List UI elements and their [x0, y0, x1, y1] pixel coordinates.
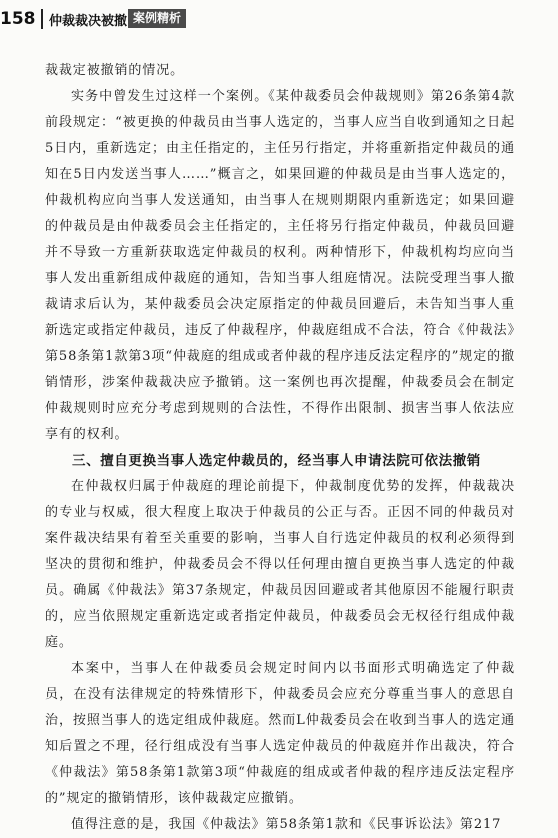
book-title: 仲裁裁决被撤	[49, 14, 128, 29]
page-header	[0, 0, 558, 30]
page-body	[45, 58, 515, 838]
paragraph-this-case: 本案中，当事人在仲裁委员会规定时间内以书面形式明确选定了仲裁员，在没有法律规定的特殊情形下，仲裁委员会应充分尊重当事人的意思自治，按照当事人的选定组成仲裁庭。然而L仲裁委员会在收到当事人的选定通知后置之不理，径行组成没有当事人选定仲裁员的仲裁庭并作出裁决，符合《仲裁法》第58条第1款第3项“仲裁庭的组成或者仲裁的程序违反法定程序的”规定的撤销情形，该仲裁裁定应撤销。	[45, 661, 515, 806]
paragraph-case-example: 实务中曾发生过这样一个案例。《某仲裁委员会仲裁规则》第26条第4款前段规定：“被更换的仲裁员由当事人选定的，当事人应当自收到通知之日起5日内，重新选定；由主任指定的，主任另行指定，并将重新指定仲裁员的通知在5日内发送当事人……”概言之，如果回避的仲裁员是由当事人选定的，仲裁机构应向当事人发送通知，由当事人在规则期限内重新选定；如果回避的仲裁员是由仲裁委员会主任指定的，主任将另行指定仲裁员，仲裁员回避并不导致一方重新获取选定仲裁员的权利。两种情形下，仲裁机构均应向当事人发出重新组成仲裁庭的通知，告知当事人组庭情况。法院受理当事人撤裁请求后认为，某仲裁委员会决定原指定的仲裁员回避后，未告知当事人重新选定或指定仲裁员，违反了仲裁程序，仲裁庭组成不合法，符合《仲裁法》第58条第1款第3项“仲裁庭的组成或者仲裁的程序违反法定程序的”规定的撤销情形，涉案仲裁裁决应予撤销。这一案例也再次提醒，仲裁委员会在制定仲裁规则时应充分考虑到规则的合法性，不得作出限制、损害当事人依法应享有的权利。	[45, 89, 515, 442]
header-divider	[41, 9, 43, 29]
paragraph-theory: 在仲裁权归属于仲裁庭的理论前提下，仲裁制度优势的发挥，仲裁裁决的专业与权威，很大程度上取决于仲裁员的公正与否。正因不同的仲裁员对案件裁决结果有着至关重要的影响，当事人自行选定仲裁员的权利必须得到坚决的贯彻和维护，仲裁委员会不得以任何理由擅自更换当事人选定的仲裁员。确属《仲裁法》第37条规定，仲裁员因回避或者其他原因不能履行职责的，应当依照规定重新选定或者指定仲裁员，仲裁委员会无权径行组成仲裁庭。	[45, 479, 515, 650]
section-heading: 三、擅自更换当事人选定仲裁员的，经当事人申请法院可依法撤销	[72, 453, 481, 469]
paragraph-note: 值得注意的是，我国《仲裁法》第58条第1款和《民事诉讼法》第217	[71, 817, 502, 832]
section-tag: 案例精析	[128, 9, 186, 28]
paragraph-continuation: 裁裁定被撤销的情况。	[45, 63, 185, 78]
page-number: 158	[0, 9, 36, 29]
